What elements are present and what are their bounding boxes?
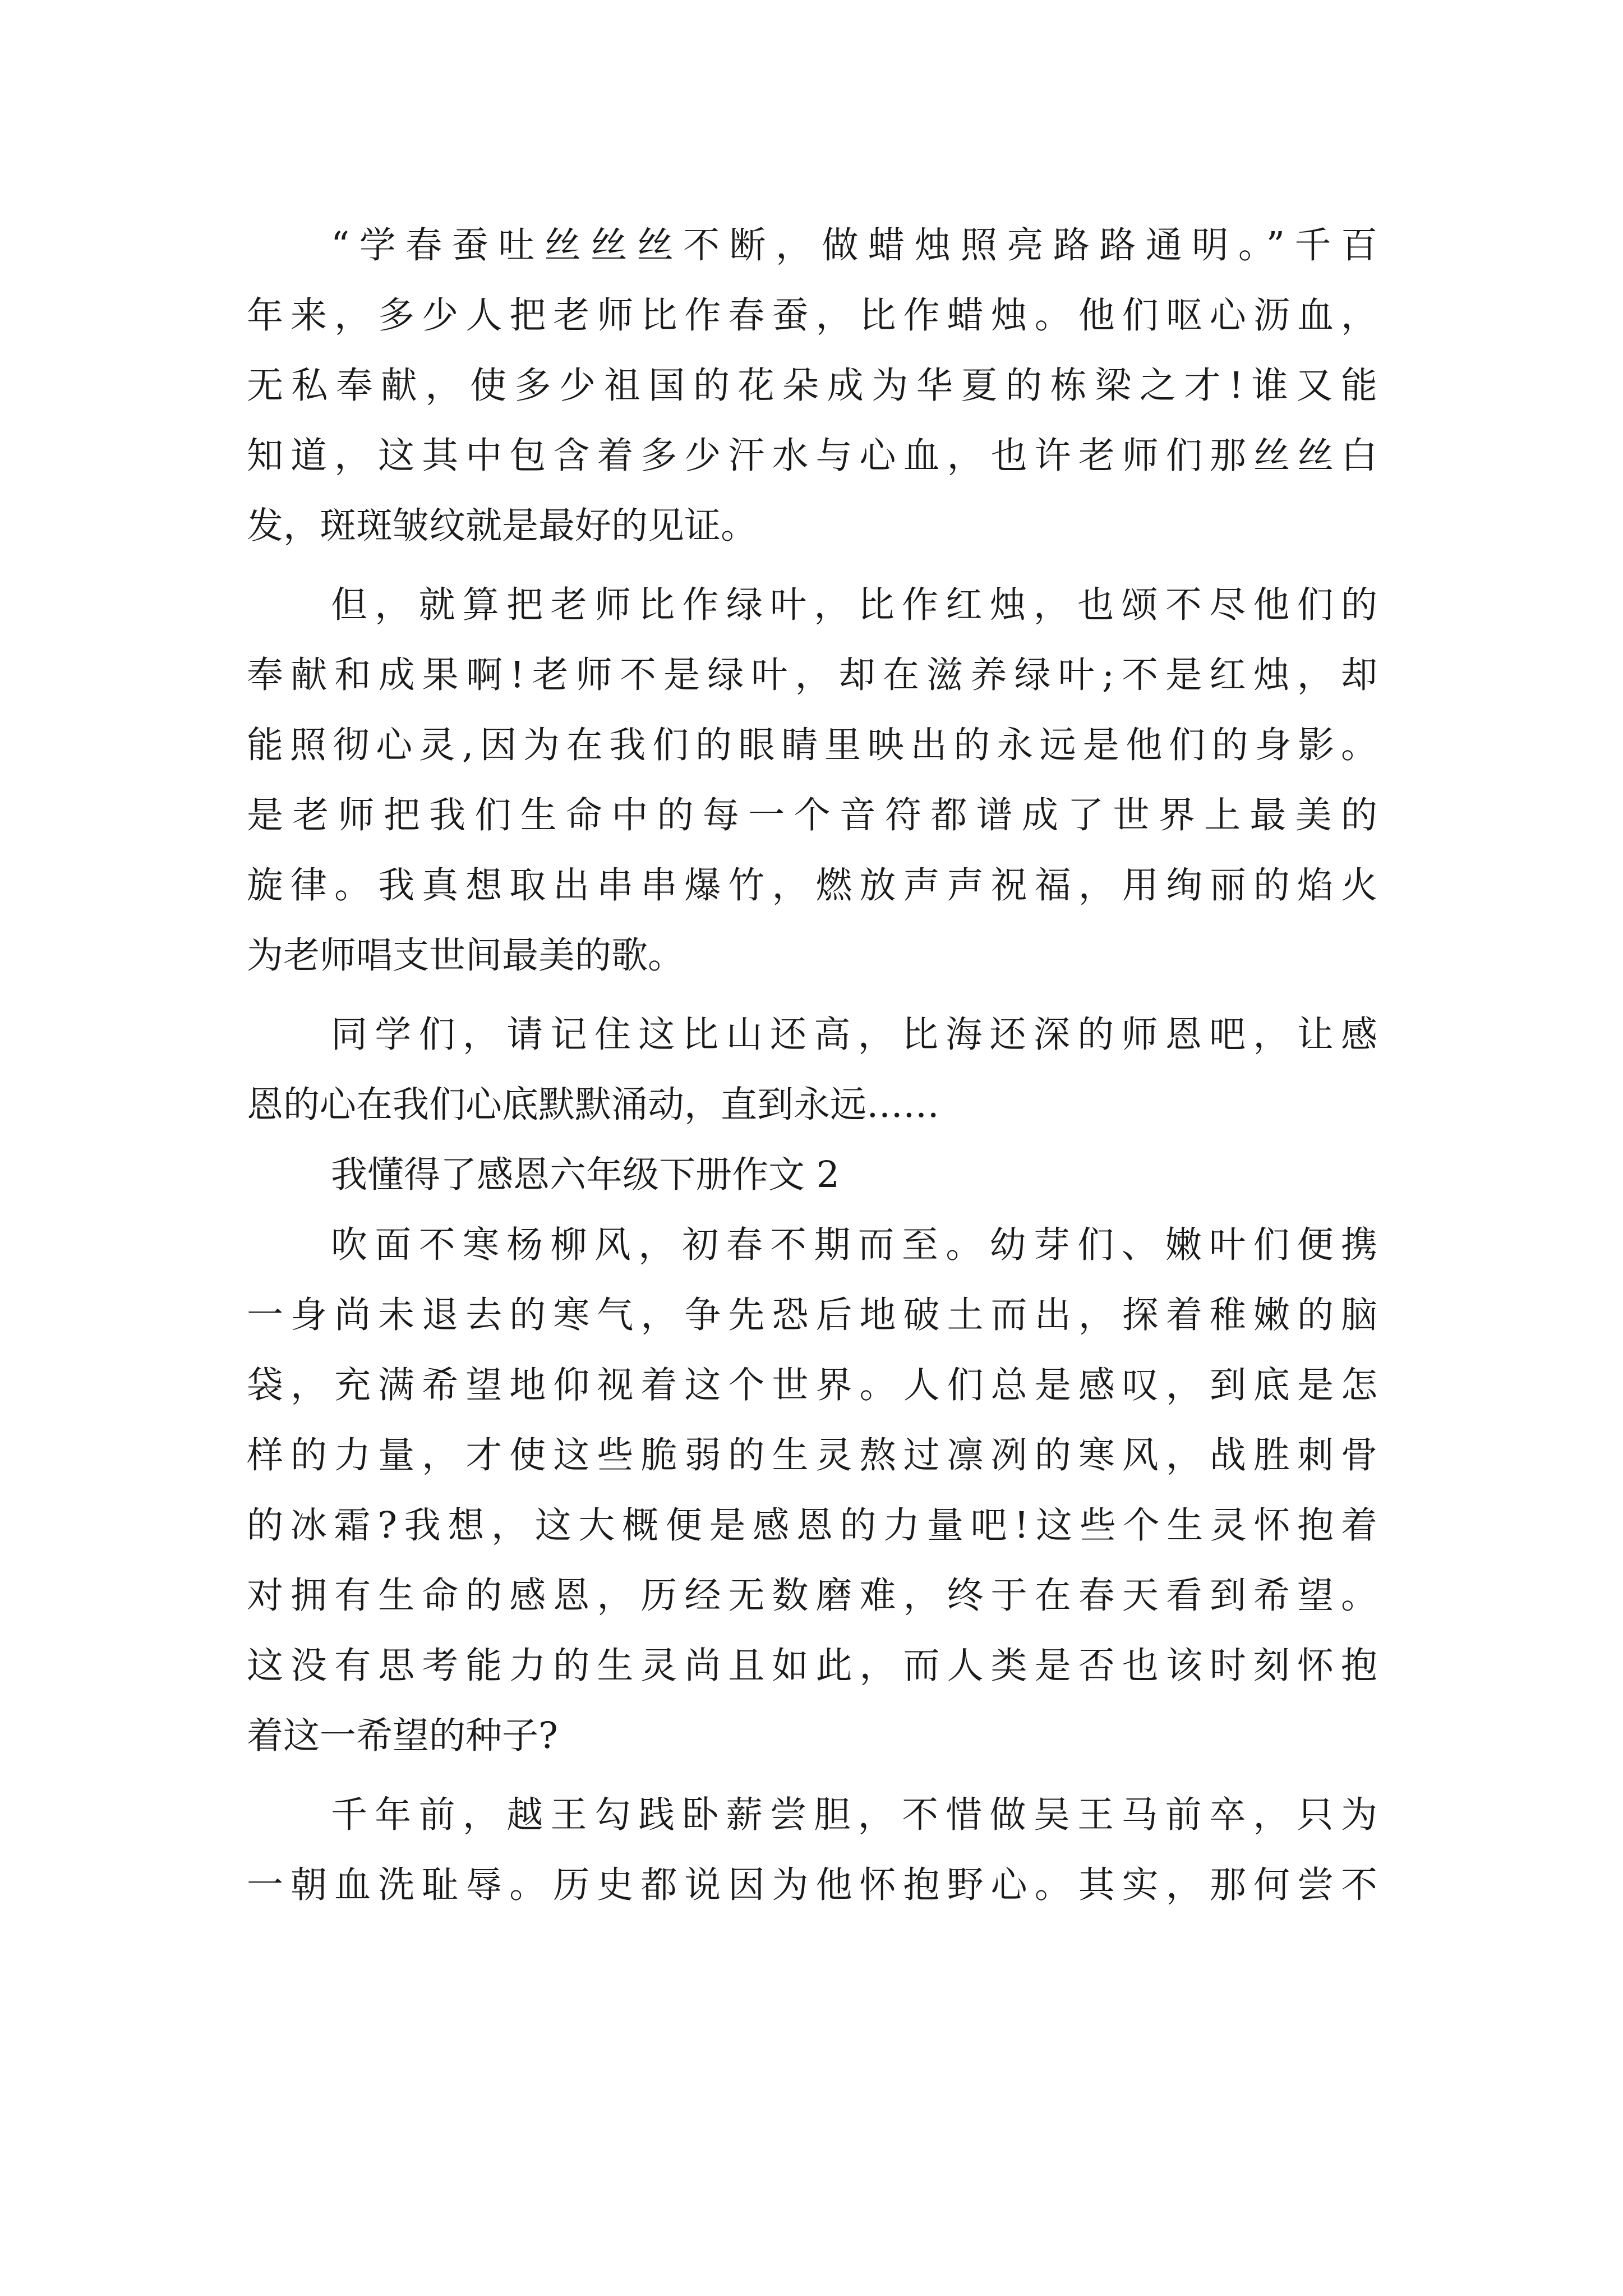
text-line: 但，就算把老师比作绿叶，比作红烛，也颂不尽他们的 <box>331 584 1377 626</box>
text-line: 能照彻心灵,因为在我们的眼睛里映出的永远是他们的身影。 <box>247 724 1377 766</box>
text-line: 千年前，越王勾践卧薪尝胆，不惜做吴王马前卒，只为 <box>331 1794 1377 1836</box>
text-line: 一身尚未退去的寒气，争先恐后地破土而出，探着稚嫩的脑 <box>247 1294 1377 1336</box>
text-line: 的冰霜?我想，这大概便是感恩的力量吧!这些个生灵怀抱着 <box>247 1504 1377 1547</box>
text-line: 对拥有生命的感恩，历经无数磨难，终于在春天看到希望。 <box>247 1575 1377 1617</box>
text-line: 一朝血洗耻辱。历史都说因为他怀抱野心。其实，那何尝不 <box>247 1864 1377 1906</box>
text-line: 旋律。我真想取出串串爆竹，燃放声声祝福，用绚丽的焰火 <box>247 864 1377 907</box>
text-line: 知道，这其中包含着多少汗水与心血，也许老师们那丝丝白 <box>247 435 1377 477</box>
text-line: 为老师唱支世间最美的歌。 <box>247 935 685 977</box>
text-line: 年来，多少人把老师比作春蚕，比作蜡烛。他们呕心沥血， <box>247 295 1377 337</box>
text-line: 吹面不寒杨柳风，初春不期而至。幼芽们、嫩叶们便携 <box>331 1224 1377 1266</box>
text-line: 袋，充满希望地仰视着这个世界。人们总是感叹，到底是怎 <box>247 1364 1377 1406</box>
text-line: 是老师把我们生命中的每一个音符都谱成了世界上最美的 <box>247 794 1377 836</box>
essay-body <box>247 210 1377 1920</box>
text-line: 着这一希望的种子? <box>247 1715 558 1757</box>
text-line: 样的力量，才使这些脆弱的生灵熬过凛冽的寒风，战胜刺骨 <box>247 1434 1377 1476</box>
text-line: “学春蚕吐丝丝丝不断，做蜡烛照亮路路通明。”千百 <box>331 224 1377 266</box>
text-line: 这没有思考能力的生灵尚且如此，而人类是否也该时刻怀抱 <box>247 1645 1377 1687</box>
text-line: 无私奉献，使多少祖国的花朵成为华夏的栋梁之才!谁又能 <box>247 365 1377 407</box>
text-line: 恩的心在我们心底默默涌动，直到永远…… <box>247 1084 940 1126</box>
text-line: 奉献和成果啊!老师不是绿叶，却在滋养绿叶;不是红烛，却 <box>247 654 1377 696</box>
text-line: 发，斑斑皱纹就是最好的见证。 <box>247 505 758 547</box>
section-title: 我懂得了感恩六年级下册作文 2 <box>331 1154 840 1196</box>
text-line: 同学们，请记住这比山还高，比海还深的师恩吧，让感 <box>331 1014 1377 1056</box>
